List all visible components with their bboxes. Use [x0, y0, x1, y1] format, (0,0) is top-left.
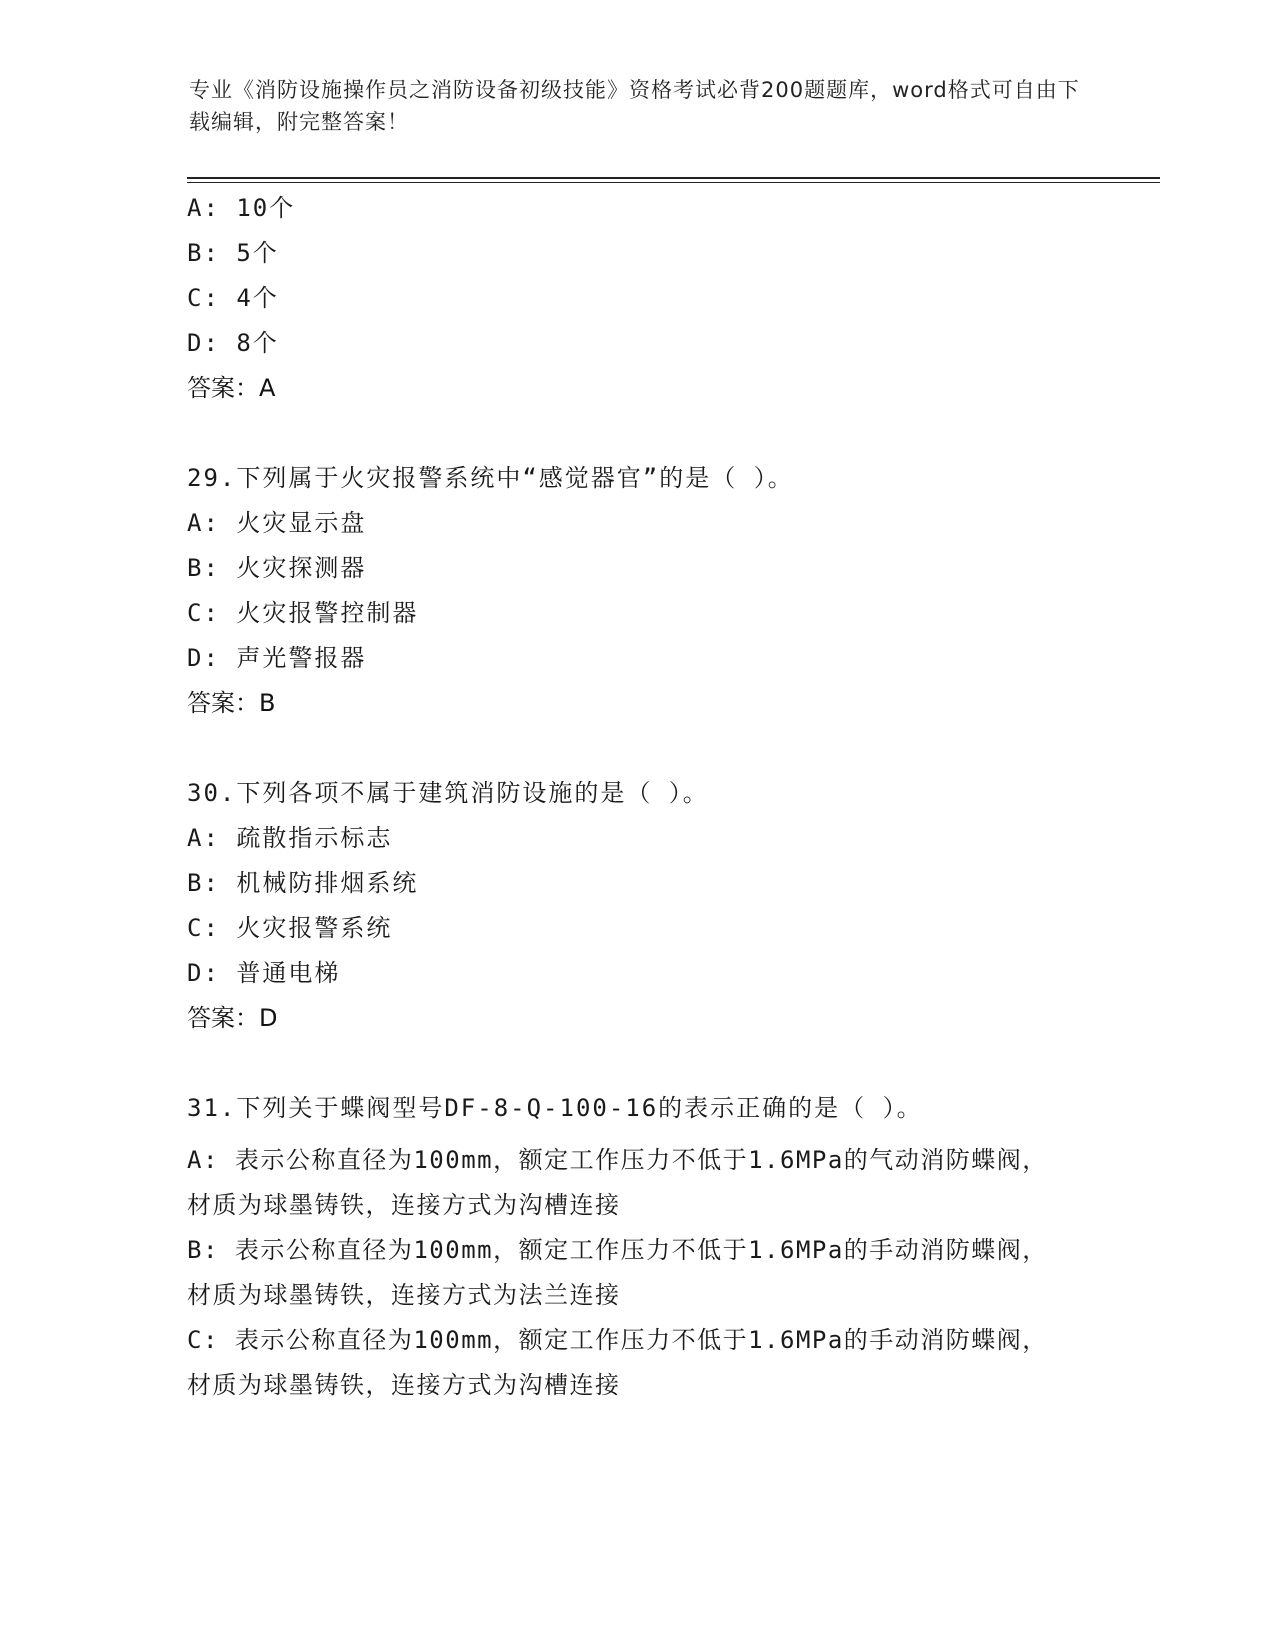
q29-question: 29.下列属于火灾报警系统中“感觉器官”的是（ ）。 — [187, 464, 794, 492]
q29-answer: 答案：B — [187, 689, 276, 717]
q30-option-c: C: 火灾报警系统 — [187, 914, 393, 942]
q31-option-b: B: 表示公称直径为100mm，额定工作压力不低于1.6MPa的手动消防蝶阀，材质为球墨铸铁，连接方式为法兰连接 — [187, 1236, 1048, 1309]
q30-answer: 答案：D — [187, 1004, 278, 1032]
q29-option-d: D: 声光警报器 — [187, 644, 367, 672]
q30-option-a: A: 疏散指示标志 — [187, 824, 393, 852]
header-divider-thin — [187, 182, 1160, 183]
q29-option-c: C: 火灾报警控制器 — [187, 599, 419, 627]
q29-option-a: A: 火灾显示盘 — [187, 509, 367, 537]
q31-option-c: C: 表示公称直径为100mm，额定工作压力不低于1.6MPa的手动消防蝶阀，材质为球墨铸铁，连接方式为沟槽连接 — [187, 1326, 1048, 1399]
q28-option-d: D: 8个 — [187, 329, 279, 357]
q29-option-b: B: 火灾探测器 — [187, 554, 367, 582]
q28-option-c: C: 4个 — [187, 284, 279, 312]
header-divider-thick — [187, 177, 1160, 179]
q30-question: 30.下列各项不属于建筑消防设施的是（ ）。 — [187, 779, 709, 807]
q30-option-d: D: 普通电梯 — [187, 959, 341, 987]
q28-answer: 答案：A — [187, 374, 276, 402]
q28-option-a: A: 10个 — [187, 194, 296, 222]
q28-option-b: B: 5个 — [187, 239, 279, 267]
q31-question: 31.下列关于蝶阀型号DF-8-Q-100-16的表示正确的是（ ）。 — [187, 1094, 923, 1122]
q30-option-b: B: 机械防排烟系统 — [187, 869, 419, 897]
document-header: 专业《消防设施操作员之消防设备初级技能》资格考试必背200题题库，word格式可自由下载编辑，附完整答案！ — [189, 78, 1080, 134]
q31-option-a: A: 表示公称直径为100mm，额定工作压力不低于1.6MPa的气动消防蝶阀，材质为球墨铸铁，连接方式为沟槽连接 — [187, 1146, 1048, 1219]
